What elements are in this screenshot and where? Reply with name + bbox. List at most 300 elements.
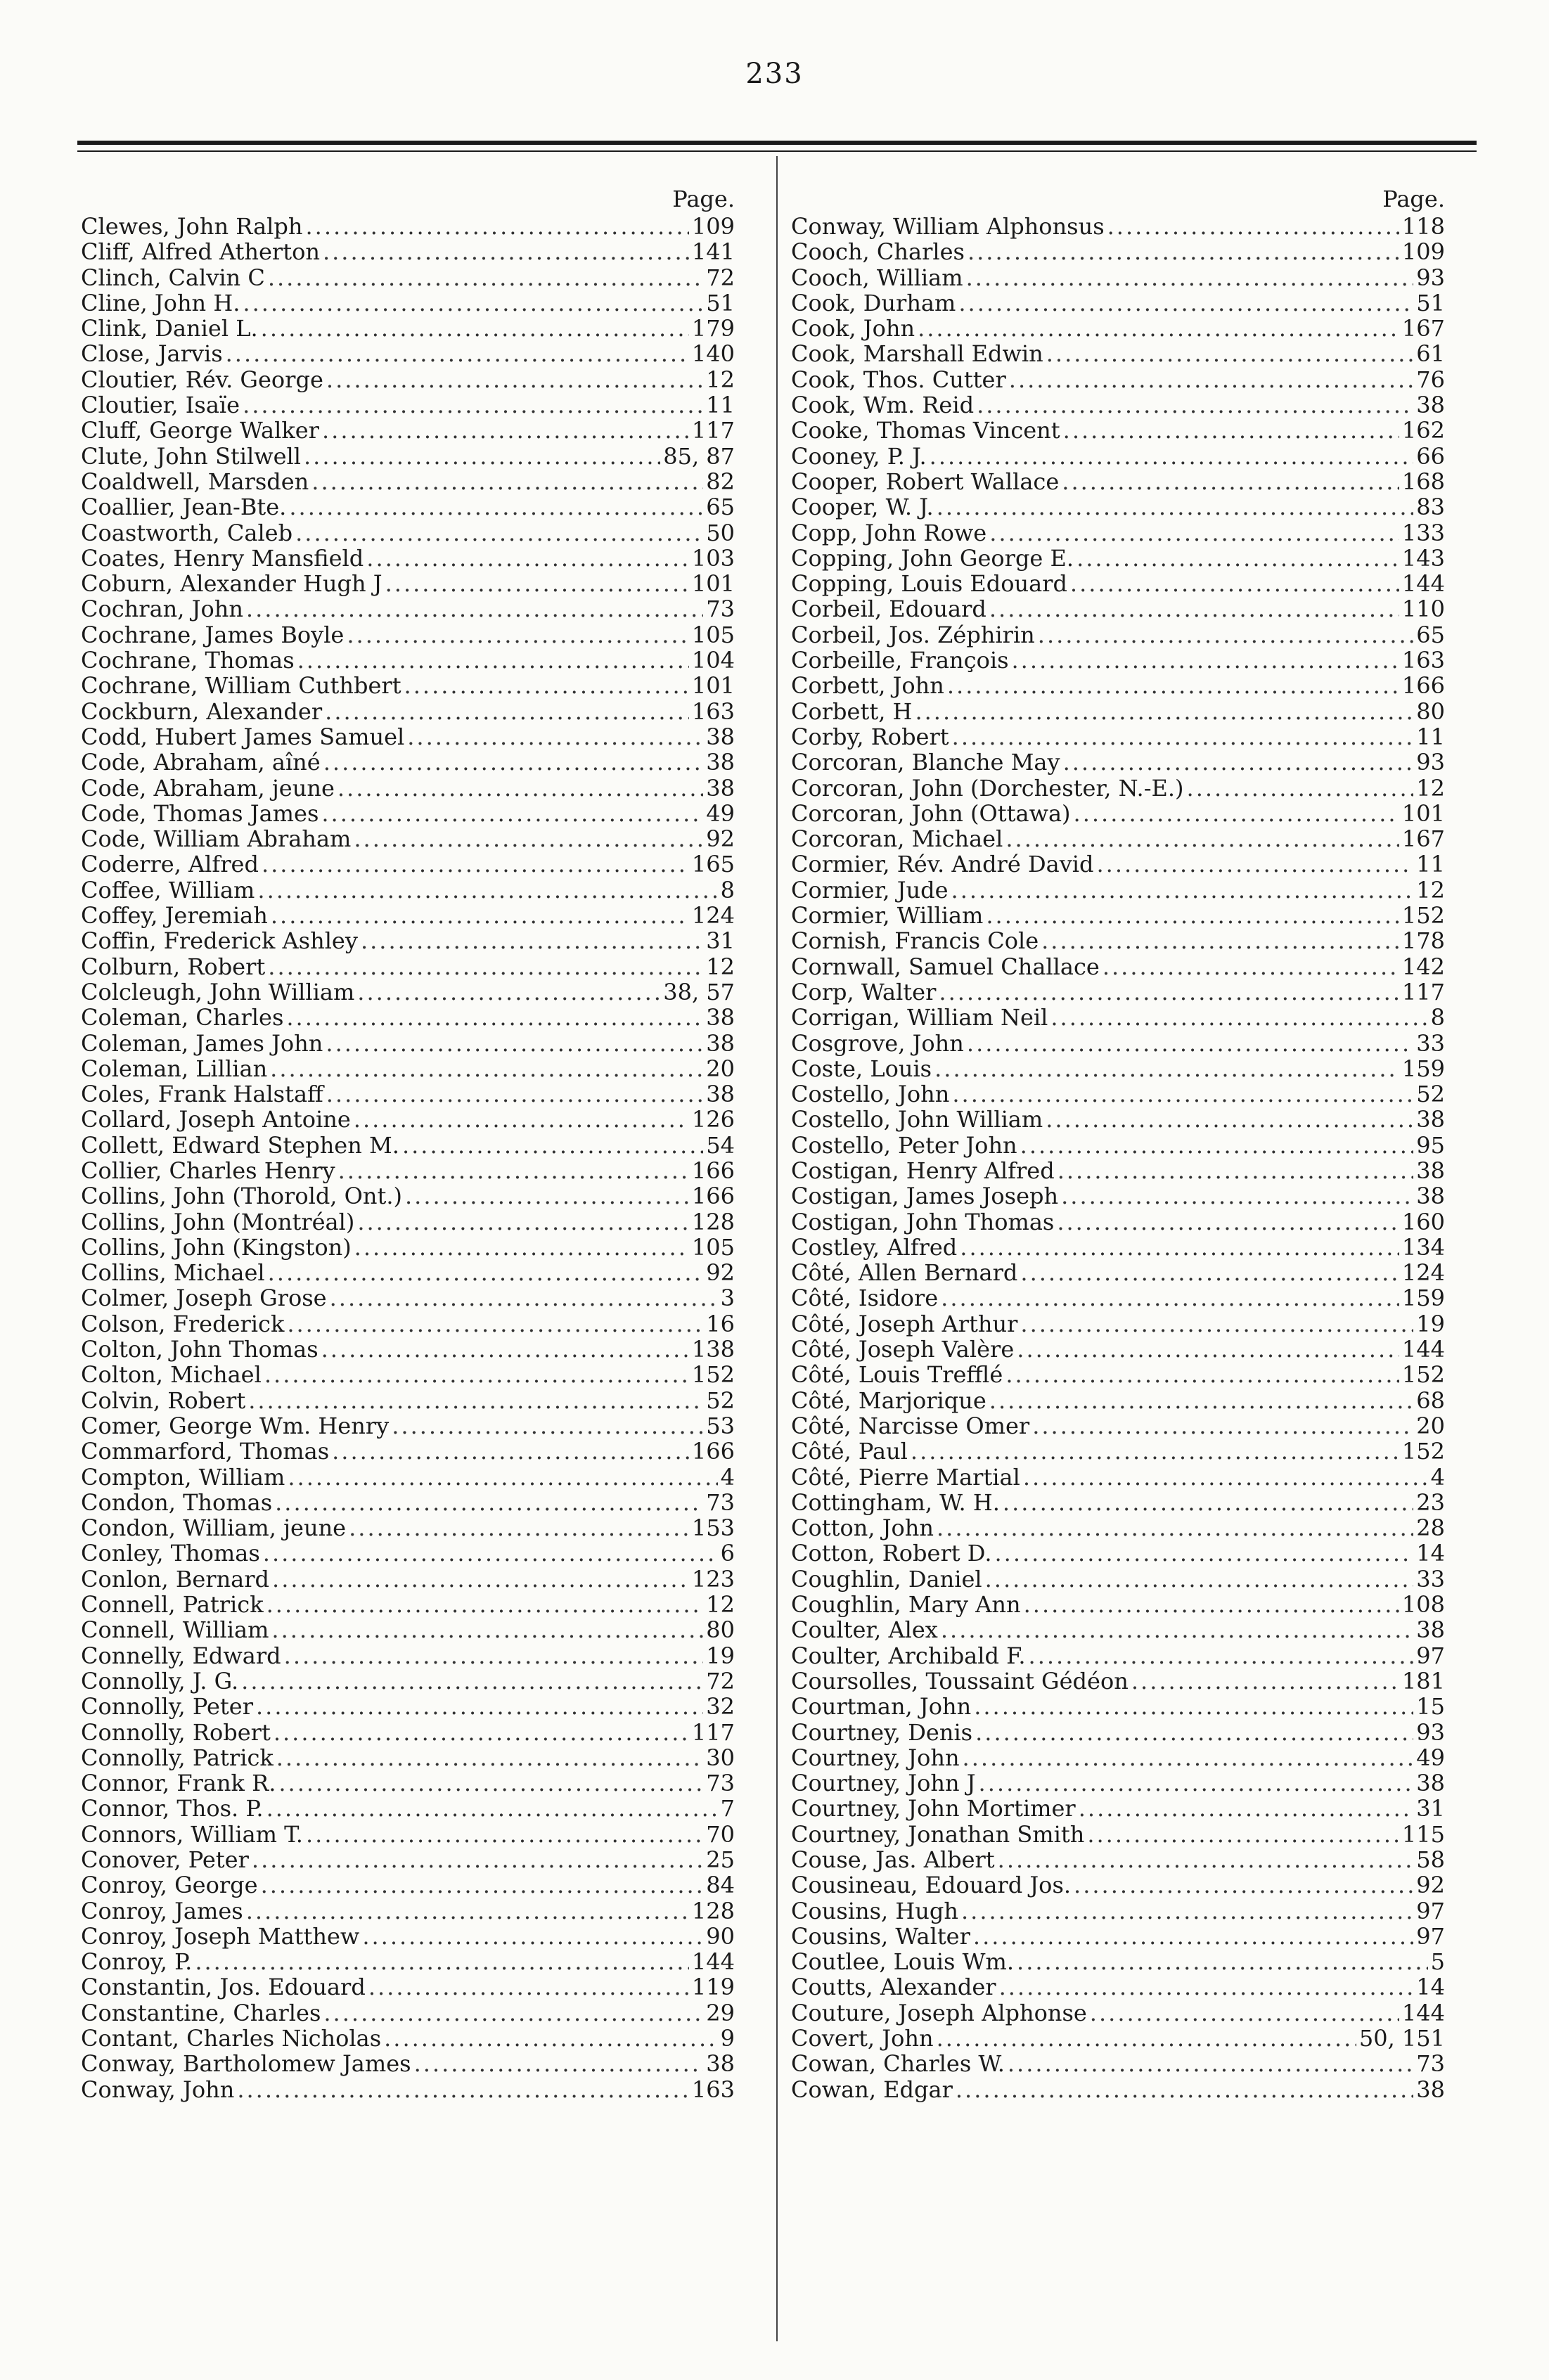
entry-page: 181	[1401, 1667, 1445, 1694]
entry-name: Coffey, Jeremiah	[81, 902, 268, 930]
dot-leader	[1187, 776, 1414, 801]
index-entry	[81, 1694, 735, 1719]
index-entry	[791, 1235, 1445, 1260]
right-column-entries	[791, 214, 1445, 2102]
dot-leader	[1024, 1592, 1399, 1617]
entry-name: Côté, Allen Bernard	[791, 1259, 1018, 1287]
entry-name: Cottingham, W. H.	[791, 1488, 1000, 1516]
index-entry	[81, 1643, 735, 1668]
index-entry	[791, 851, 1445, 877]
index-entry	[81, 1592, 735, 1617]
entry-page: 115	[1401, 1820, 1445, 1848]
entry-page: 11	[1416, 851, 1445, 878]
entry-name: Coutts, Alexander	[791, 1974, 996, 2001]
entry-page: 3	[720, 1285, 735, 1312]
entry-name: Code, Abraham, aîné	[81, 749, 321, 776]
dot-leader	[958, 290, 1413, 316]
entry-page: 167	[1401, 825, 1445, 853]
entry-page: 95	[1416, 1131, 1445, 1159]
index-entry	[791, 239, 1445, 264]
dot-leader	[952, 1081, 1413, 1107]
index-entry	[81, 1770, 735, 1796]
dot-leader	[979, 1770, 1414, 1796]
entry-page: 23	[1416, 1488, 1445, 1516]
index-entry	[81, 316, 735, 341]
entry-page: 38, 57	[663, 978, 735, 1005]
entry-name: Cornish, Francis Cole	[791, 927, 1039, 955]
dot-leader	[1063, 750, 1414, 775]
entry-page: 12	[706, 953, 735, 980]
dot-leader	[264, 1362, 689, 1387]
dot-leader	[357, 979, 660, 1005]
index-entry	[791, 1770, 1445, 1796]
entry-name: Cochrane, Thomas	[81, 647, 295, 674]
index-entry	[791, 1031, 1445, 1056]
entry-name: Costello, John William	[791, 1106, 1043, 1133]
dot-leader	[195, 1949, 689, 1974]
dot-leader	[323, 750, 704, 775]
index-entry	[791, 903, 1445, 928]
dot-leader	[1076, 546, 1399, 571]
entry-page: 4	[1430, 1463, 1445, 1491]
dot-leader	[323, 239, 689, 264]
index-entry	[81, 903, 735, 928]
entry-page: 109	[1401, 238, 1445, 266]
index-entry	[791, 1515, 1445, 1540]
entry-name: Cowan, Edgar	[791, 2076, 953, 2103]
entry-page: 12	[706, 1591, 735, 1619]
index-entry	[791, 469, 1445, 494]
index-entry	[81, 801, 735, 826]
entry-page: 8	[720, 876, 735, 903]
entry-name: Commarford, Thomas	[81, 1438, 330, 1465]
index-entry	[791, 596, 1445, 622]
dot-leader	[271, 1617, 703, 1642]
index-entry	[81, 1260, 735, 1285]
entry-name: Conley, Thomas	[81, 1540, 260, 1567]
entry-name: Courtney, John J	[791, 1770, 976, 1797]
dot-leader	[261, 316, 689, 341]
dot-leader	[989, 1388, 1414, 1413]
dot-leader	[1017, 1949, 1428, 1974]
entry-name: Cousins, Hugh	[791, 1897, 958, 1924]
entry-name: Colson, Frederick	[81, 1310, 285, 1337]
entry-name: Connolly, Peter	[81, 1693, 253, 1720]
entry-page: 12	[1416, 774, 1445, 802]
entry-name: Conroy, George	[81, 1872, 258, 1899]
entry-page: 162	[1401, 417, 1445, 444]
index-entry	[81, 1183, 735, 1209]
index-entry	[791, 1540, 1445, 1566]
entry-page: 38	[706, 749, 735, 776]
entry-page: 97	[1416, 1897, 1445, 1924]
entry-name: Constantin, Jos. Edouard	[81, 1974, 366, 2001]
index-entry	[81, 1465, 735, 1490]
dot-leader	[1020, 1311, 1413, 1337]
index-entry	[81, 546, 735, 571]
entry-name: Côté, Louis Trefflé	[791, 1361, 1003, 1389]
entry-name: Cormier, Rév. André David	[791, 851, 1094, 878]
dot-leader	[361, 928, 703, 953]
dot-leader	[246, 596, 703, 622]
entry-page: 97	[1416, 1642, 1445, 1669]
dot-leader	[354, 1235, 689, 1260]
index-entry	[81, 1898, 735, 1924]
index-entry	[791, 546, 1445, 571]
entry-page: 7	[720, 1795, 735, 1822]
dot-leader	[934, 1056, 1399, 1081]
entry-name: Clute, John Stilwell	[81, 442, 301, 470]
dot-leader	[268, 1260, 704, 1285]
entry-name: Colvin, Robert	[81, 1387, 246, 1414]
entry-name: Courtney, Denis	[791, 1718, 973, 1746]
index-entry	[81, 1056, 735, 1081]
dot-leader	[261, 1872, 704, 1898]
entry-page: 25	[706, 1846, 735, 1873]
entry-name: Corby, Robert	[791, 723, 949, 750]
entry-name: Coallier, Jean-Bte.	[81, 494, 287, 521]
entry-name: Côté, Isidore	[791, 1285, 939, 1312]
index-entry	[791, 776, 1445, 801]
index-entry	[81, 1720, 735, 1745]
entry-name: Clink, Daniel L.	[81, 315, 258, 342]
dot-leader	[354, 826, 703, 851]
dot-leader	[257, 877, 717, 903]
entry-page: 163	[1401, 647, 1445, 674]
entry-name: Cloutier, Isaïe	[81, 392, 240, 419]
entry-name: Connor, Frank R.	[81, 1770, 276, 1797]
dot-leader	[1050, 1005, 1427, 1030]
entry-name: Connell, William	[81, 1616, 269, 1644]
dot-leader	[956, 2077, 1413, 2102]
entry-name: Corbett, H	[791, 697, 913, 725]
entry-page: 152	[1401, 1438, 1445, 1465]
entry-page: 144	[1401, 570, 1445, 598]
dot-leader	[325, 699, 689, 724]
dot-leader	[289, 494, 703, 520]
dot-leader	[266, 1592, 704, 1617]
dot-leader	[243, 392, 703, 418]
index-entry	[791, 826, 1445, 851]
entry-page: 61	[1416, 340, 1445, 368]
index-entry	[791, 954, 1445, 979]
index-entry	[81, 1133, 735, 1158]
entry-page: 38	[706, 1081, 735, 1108]
entry-name: Costley, Alfred	[791, 1233, 958, 1261]
index-entry	[81, 1388, 735, 1413]
index-entry	[81, 826, 735, 851]
entry-page: 159	[1401, 1285, 1445, 1312]
entry-page: 31	[706, 927, 735, 955]
entry-name: Conway, Bartholomew James	[81, 2050, 411, 2078]
entry-name: Cooper, W. J.	[791, 494, 934, 521]
dot-leader	[1079, 1796, 1414, 1821]
dot-leader	[966, 265, 1414, 290]
entry-name: Cormier, William	[791, 902, 984, 930]
index-entry	[791, 265, 1445, 290]
entry-name: Coaldwell, Marsden	[81, 468, 309, 495]
entry-name: Côté, Paul	[791, 1438, 908, 1465]
entry-page: 93	[1416, 264, 1445, 291]
entry-name: Courtney, John Mortimer	[791, 1795, 1076, 1822]
entry-page: 153	[691, 1514, 735, 1542]
entry-page: 33	[1416, 1565, 1445, 1593]
entry-name: Condon, Thomas	[81, 1488, 273, 1516]
dot-leader	[1029, 1643, 1414, 1668]
entry-name: Coles, Frank Halstaff	[81, 1081, 323, 1108]
index-entry	[791, 1005, 1445, 1030]
dot-leader	[937, 494, 1414, 520]
entry-page: 101	[691, 672, 735, 700]
index-entry	[791, 444, 1445, 469]
entry-page: 104	[691, 647, 735, 674]
entry-page: 50, 151	[1358, 2025, 1445, 2052]
entry-name: Cornwall, Samuel Challace	[791, 953, 1100, 980]
right-column-header: Page.	[1382, 186, 1445, 212]
entry-page: 66	[1416, 442, 1445, 470]
entry-page: 117	[1401, 978, 1445, 1005]
dot-leader	[275, 1490, 703, 1515]
entry-name: Côté, Joseph Valère	[791, 1336, 1015, 1363]
dot-leader	[263, 1540, 718, 1566]
index-entry	[791, 571, 1445, 596]
header-rule-thin	[77, 150, 1477, 152]
entry-page: 51	[1416, 289, 1445, 316]
index-entry	[81, 1490, 735, 1515]
dot-leader	[986, 903, 1399, 928]
dot-leader	[1087, 1822, 1399, 1847]
entry-page: 163	[691, 697, 735, 725]
entry-name: Côté, Joseph Arthur	[791, 1310, 1018, 1337]
entry-page: 65	[1416, 621, 1445, 648]
entry-name: Colton, Michael	[81, 1361, 262, 1389]
dot-leader	[304, 444, 660, 469]
dot-leader	[977, 392, 1413, 418]
dot-leader	[911, 1439, 1399, 1464]
entry-name: Corrigan, William Neil	[791, 1004, 1048, 1031]
entry-page: 103	[691, 544, 735, 572]
page-number: 233	[745, 58, 804, 90]
entry-name: Clinch, Calvin C	[81, 264, 265, 291]
dot-leader	[357, 1209, 689, 1235]
dot-leader	[1008, 2051, 1413, 2076]
entry-page: 68	[1416, 1387, 1445, 1414]
entry-page: 38	[1416, 1770, 1445, 1797]
entry-page: 166	[691, 1157, 735, 1184]
entry-name: Corbeille, François	[791, 647, 1009, 674]
index-entry	[81, 673, 735, 698]
entry-page: 38	[706, 723, 735, 750]
dot-leader	[941, 1617, 1413, 1642]
index-entry	[81, 2026, 735, 2051]
entry-name: Corp, Walter	[791, 978, 937, 1005]
dot-leader	[297, 648, 689, 673]
entry-name: Costello, Peter John	[791, 1131, 1017, 1159]
entry-page: 166	[691, 1183, 735, 1210]
entry-name: Coleman, Charles	[81, 1004, 284, 1031]
dot-leader	[347, 622, 689, 648]
dot-leader	[937, 2026, 1356, 2051]
entry-page: 126	[691, 1106, 735, 1133]
index-entry	[791, 1796, 1445, 1821]
dot-leader	[985, 1567, 1414, 1592]
entry-page: 144	[691, 1948, 735, 1976]
entry-name: Conway, William Alphonsus	[791, 213, 1105, 240]
entry-page: 108	[1401, 1591, 1445, 1619]
index-entry	[791, 673, 1445, 698]
entry-page: 20	[706, 1055, 735, 1082]
entry-page: 110	[1401, 596, 1445, 623]
entry-page: 52	[1416, 1081, 1445, 1108]
entry-name: Cook, Thos. Cutter	[791, 366, 1006, 393]
entry-page: 138	[691, 1336, 735, 1363]
dot-leader	[930, 444, 1414, 469]
entry-name: Cormier, Jude	[791, 876, 949, 903]
entry-name: Collins, John (Montréal)	[81, 1208, 355, 1235]
dot-leader	[330, 1285, 718, 1311]
entry-page: 92	[706, 825, 735, 853]
entry-name: Cotton, John	[791, 1514, 934, 1542]
entry-page: 133	[1401, 519, 1445, 546]
index-entry	[791, 290, 1445, 316]
entry-page: 19	[706, 1642, 735, 1669]
index-entry	[791, 1388, 1445, 1413]
dot-leader	[237, 2077, 689, 2102]
entry-page: 163	[691, 2076, 735, 2103]
entry-page: 53	[706, 1412, 735, 1439]
entry-page: 38	[706, 1029, 735, 1057]
entry-name: Cochrane, James Boyle	[81, 621, 345, 648]
entry-page: 11	[1416, 723, 1445, 750]
index-entry	[791, 2026, 1445, 2051]
dot-leader	[321, 1337, 689, 1362]
entry-name: Cook, Wm. Reid	[791, 392, 975, 419]
entry-page: 101	[1401, 799, 1445, 827]
dot-leader	[1058, 1158, 1414, 1183]
dot-leader	[1038, 622, 1414, 648]
entry-page: 14	[1416, 1540, 1445, 1567]
index-entry	[81, 2077, 735, 2102]
entry-name: Conover, Peter	[81, 1846, 249, 1873]
entry-name: Colburn, Robert	[81, 953, 266, 980]
index-entry	[81, 1235, 735, 1260]
entry-name: Collins, John (Kingston)	[81, 1233, 352, 1261]
entry-page: 178	[1401, 927, 1445, 955]
entry-name: Cook, Durham	[791, 289, 956, 316]
entry-page: 38	[1416, 1106, 1445, 1133]
entry-page: 159	[1401, 1055, 1445, 1082]
entry-name: Coleman, Lillian	[81, 1055, 268, 1082]
entry-page: 152	[1401, 902, 1445, 930]
entry-name: Copp, John Rowe	[791, 519, 987, 546]
dot-leader	[274, 1720, 689, 1745]
dot-leader	[1107, 214, 1399, 239]
index-entry	[791, 1056, 1445, 1081]
entry-page: 29	[706, 1999, 735, 2026]
index-entry	[791, 699, 1445, 724]
index-entry	[791, 1107, 1445, 1132]
dot-leader	[994, 1540, 1413, 1566]
entry-page: 142	[1401, 953, 1445, 980]
entry-name: Corcoran, John (Dorchester, N.-E.)	[791, 774, 1184, 802]
index-entry	[81, 1107, 735, 1132]
entry-name: Colton, John Thomas	[81, 1336, 319, 1363]
entry-page: 16	[706, 1310, 735, 1337]
entry-page: 167	[1401, 315, 1445, 342]
dot-leader	[288, 1465, 717, 1490]
entry-name: Coates, Henry Mansfield	[81, 544, 364, 572]
entry-page: 119	[691, 1974, 735, 2001]
index-entry	[81, 979, 735, 1005]
entry-name: Conroy, Joseph Matthew	[81, 1922, 360, 1950]
dot-leader	[1003, 1490, 1413, 1515]
entry-page: 93	[1416, 749, 1445, 776]
index-entry	[81, 776, 735, 801]
entry-page: 80	[706, 1616, 735, 1644]
entry-name: Coastworth, Caleb	[81, 519, 293, 546]
entry-name: Coffin, Frederick Ashley	[81, 927, 358, 955]
index-entry	[81, 750, 735, 775]
dot-leader	[272, 1567, 689, 1592]
entry-page: 143	[1401, 544, 1445, 572]
entry-name: Clewes, John Ralph	[81, 213, 303, 240]
entry-page: 38	[706, 1004, 735, 1031]
dot-leader	[1074, 801, 1399, 826]
index-entry	[791, 1617, 1445, 1642]
entry-page: 14	[1416, 1974, 1445, 2001]
entry-name: Cotton, Robert D.	[791, 1540, 992, 1567]
entry-name: Compton, William	[81, 1463, 285, 1491]
dot-leader	[915, 699, 1413, 724]
entry-name: Cousins, Walter	[791, 1922, 970, 1950]
entry-page: 140	[691, 340, 735, 368]
entry-name: Condon, William, jeune	[81, 1514, 347, 1542]
dot-leader	[266, 1796, 718, 1821]
index-entry	[791, 1643, 1445, 1668]
entry-name: Connolly, Patrick	[81, 1744, 274, 1771]
dot-leader	[974, 1694, 1413, 1719]
dot-leader	[1046, 1107, 1413, 1132]
entry-page: 109	[691, 213, 735, 240]
index-entry	[81, 1974, 735, 2000]
dot-leader	[937, 1515, 1413, 1540]
entry-name: Cloutier, Rév. George	[81, 366, 323, 393]
dot-leader	[366, 546, 689, 571]
dot-leader	[951, 877, 1414, 903]
dot-leader	[998, 1847, 1414, 1872]
entry-name: Conway, John	[81, 2076, 235, 2103]
dot-leader	[1103, 954, 1399, 979]
entry-page: 82	[706, 468, 735, 495]
entry-name: Collett, Edward Stephen M.	[81, 1131, 399, 1159]
dot-leader	[332, 1439, 689, 1464]
index-entry	[81, 1745, 735, 1770]
index-entry	[81, 392, 735, 418]
dot-leader	[1017, 1337, 1399, 1362]
index-entry	[791, 2077, 1445, 2102]
index-entry	[81, 851, 735, 877]
entry-name: Cooch, William	[791, 264, 963, 291]
dot-leader	[326, 367, 703, 392]
left-column-header: Page.	[672, 186, 735, 212]
entry-page: 168	[1401, 468, 1445, 495]
dot-leader	[241, 1668, 703, 1694]
dot-leader	[246, 1898, 689, 1924]
entry-name: Conlon, Bernard	[81, 1565, 270, 1593]
entry-name: Courtney, John	[791, 1744, 960, 1771]
dot-leader	[323, 2000, 703, 2026]
entry-name: Colcleugh, John William	[81, 978, 355, 1005]
